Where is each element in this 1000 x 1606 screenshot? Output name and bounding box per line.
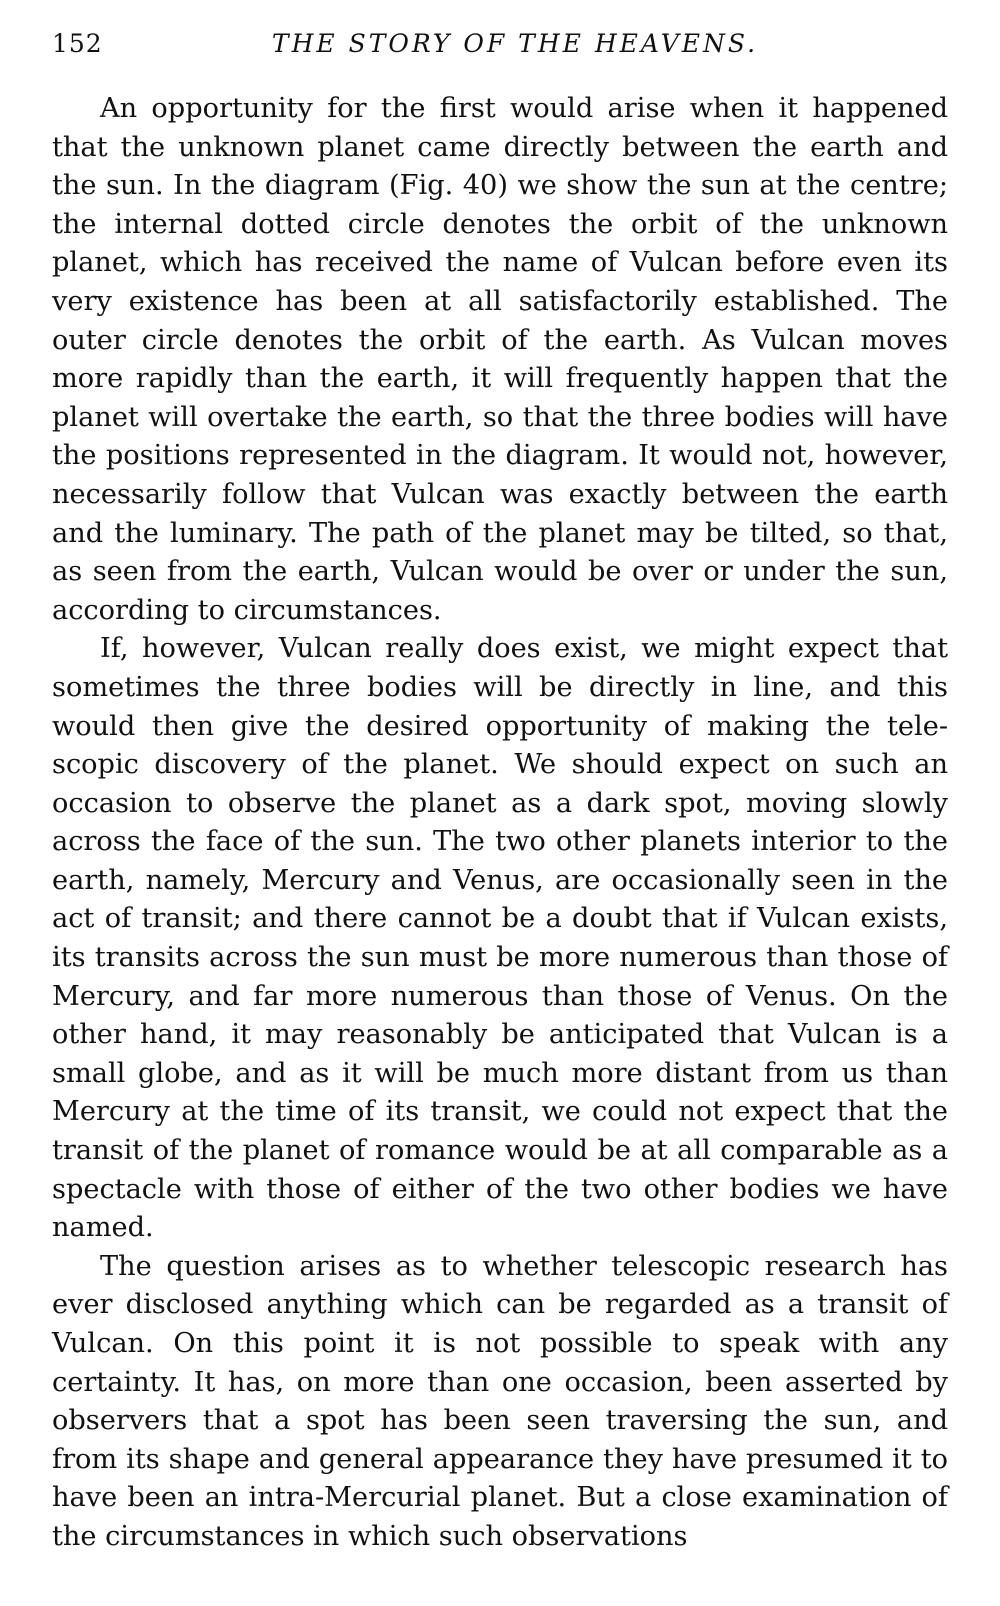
book-page (52, 26, 948, 1557)
body-text (52, 90, 948, 1557)
paragraph: The question arises as to whether telescopic research has ever disclosed anything which can be regarded as a transit of Vulcan. On this point it is not possible to speak with any certainty. It has, on more than one occasion, been asserted by observers that a spot has been seen traversing the sun, and from its shape and general appearance they have presumed it to have been an intra-Mercurial planet. But a close examination of the circumstances in which such observations (52, 1250, 948, 1552)
paragraph: If, however, Vulcan really does exist, we might expect that sometimes the three bodies will be directly in line, and this would then give the desired opportunity of making the telescopic discovery of the planet. We should expect on such an occasion to observe the planet as a dark spot, moving slowly across the face of the sun. The two other planets interior to the earth, namely, Mercury and Venus, are occasionally seen in the act of transit; and there cannot be a doubt that if Vulcan exists, its transits across the sun must be more numerous than those of Mercury, and far more numerous than those of Venus. On the other hand, it may reasonably be anticipated that Vulcan is a small globe, and as it will be much more distant from us than Mercury at the time of its transit, we could not expect that the transit of the planet of romance would be at all comparable as a spectacle with those of either of the two other bodies we have named. (52, 633, 948, 1244)
paragraph: An opportunity for the first would arise when it happened that the unknown planet came directly between the earth and the sun. In the diagram (Fig. 40) we show the sun at the centre; the internal dotted circle denotes the orbit of the unknown planet, which has received the name of Vulcan before even its very existence has been at all satisfactorily established. The outer circle denotes the orbit of the earth. As Vulcan moves more rapidly than the earth, it will frequently happen that the planet will overtake the earth, so that the three bodies will have the positions represented in the diagram. It would not, however, necessarily follow that Vulcan was exactly between the earth and the luminary. The path of the planet may be tilted, so that, as seen from the earth, Vulcan would be over or under the sun, according to circumstances. (52, 93, 948, 626)
running-title: THE STORY OF THE HEAVENS. (271, 29, 759, 58)
page-header (52, 26, 948, 62)
page-number: 152 (52, 29, 103, 58)
